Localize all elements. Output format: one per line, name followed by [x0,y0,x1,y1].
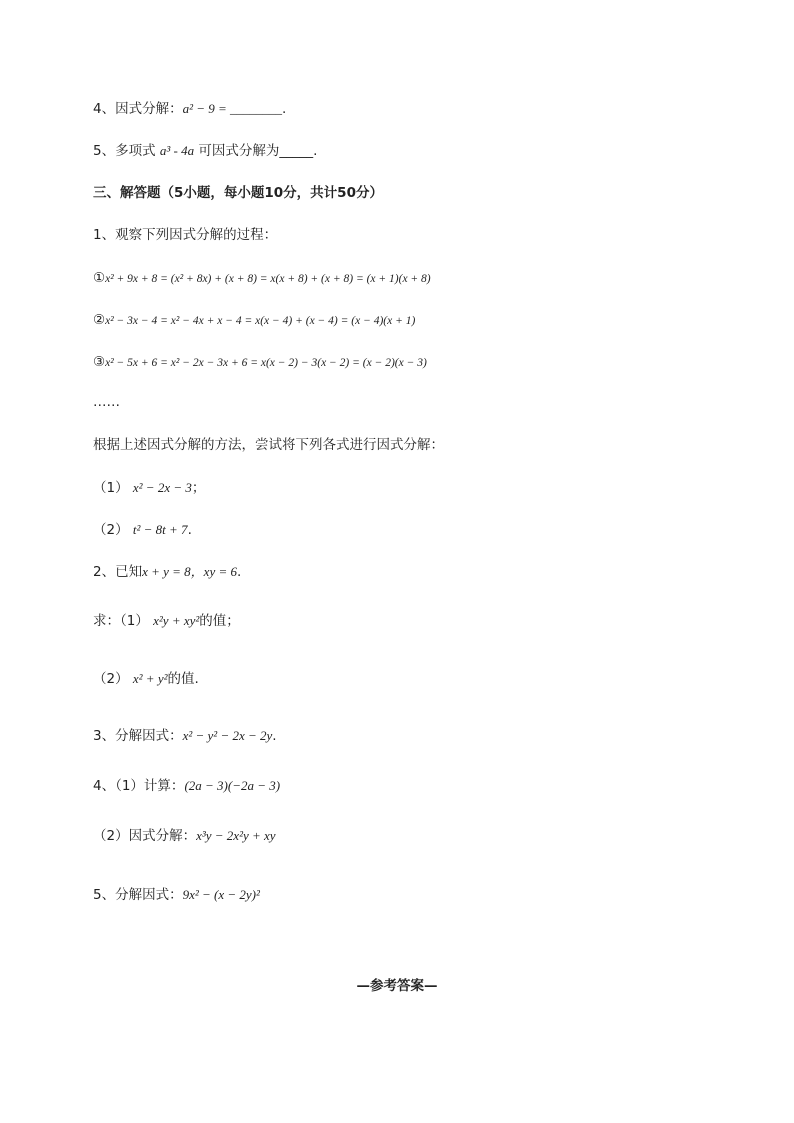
question-1-part-2: （2） t² − 8t + 7. [93,522,192,538]
question-1-intro: 1、观察下列因式分解的过程： [93,227,278,243]
question-1-example-2: ②x² − 3x − 4 = x² − 4x + x − 4 = x(x − 4) + (x − 4) = (x − 4)(x + 1) [93,312,416,328]
question-2-part-2: （2） x² + y²的值. [93,671,199,687]
question-1-example-1: ①x² + 9x + 8 = (x² + 8x) + (x + 8) = x(x + 8) + (x + 8) = (x + 1)(x + 8) [93,270,431,286]
question-1-ellipsis: …… [93,394,120,410]
item-fill-blank-4: 4、因式分解：a² − 9 = ________. [93,101,287,117]
question-4-part-1: 4、（1）计算：(2a − 3)(−2a − 3) [93,778,281,794]
question-1-example-3: ③x² − 5x + 6 = x² − 2x − 3x + 6 = x(x − 2) − 3(x − 2) = (x − 2)(x − 3) [93,354,427,370]
item-fill-blank-5: 5、多项式 a³ - 4a 可因式分解为_____. [93,143,318,159]
question-3: 3、分解因式：x² − y² − 2x − 2y. [93,728,277,744]
question-5: 5、分解因式：9x² − (x − 2y)² [93,887,260,903]
question-2-given: 2、已知x + y = 8，xy = 6. [93,564,242,580]
answer-section-title: —参考答案— [356,978,438,994]
question-4-part-2: （2）因式分解：x³y − 2x²y + xy [93,828,276,844]
question-2-part-1: 求：（1） x²y + xy²的值； [93,613,240,629]
question-1-instruction: 根据上述因式分解的方法，尝试将下列各式进行因式分解： [93,437,444,453]
question-1-part-1: （1） x² − 2x − 3； [93,480,206,496]
section-title: 三、解答题（5小题，每小题10分，共计50分） [93,185,383,201]
